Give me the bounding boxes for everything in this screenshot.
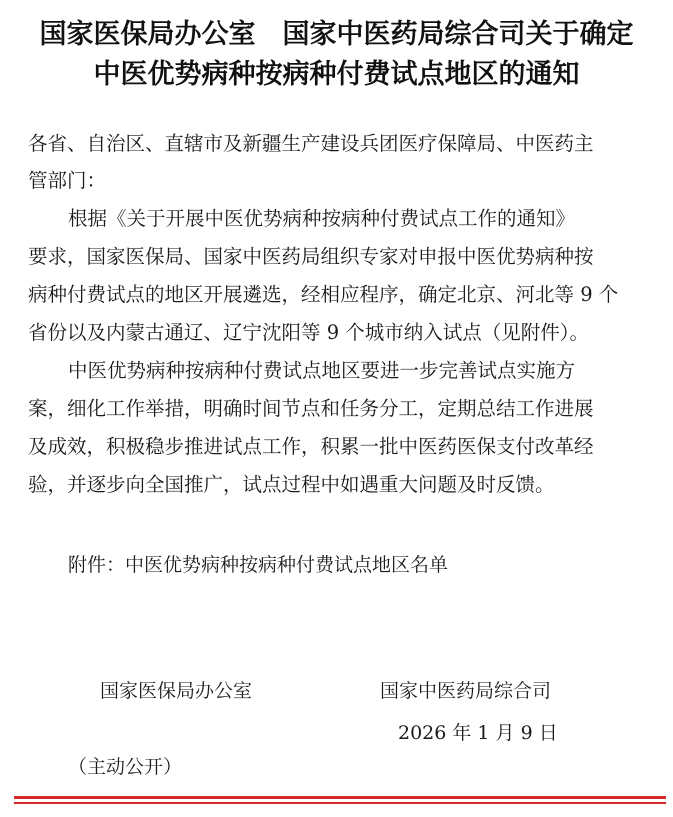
document-title-line-2: 中医优势病种按病种付费试点地区的通知: [93, 59, 580, 90]
issue-date: 2026 年 1 月 9 日: [398, 722, 558, 744]
document-title-line-1: 国家医保局办公室 国家中医药局综合司关于确定: [39, 19, 634, 50]
footer-red-rule-thick: [14, 796, 666, 799]
attachment-label: 附件：中医优势病种按病种付费试点地区名单: [68, 554, 449, 576]
paragraph-1-line-1: 根据《关于开展中医优势病种按病种付费试点工作的通知》: [68, 207, 576, 230]
paragraph-1-line-4: 省份以及内蒙古通辽、辽宁沈阳等 9 个城市纳入试点（见附件）。: [28, 321, 590, 344]
paragraph-2-line-1: 中医优势病种按病种付费试点地区要进一步完善试点实施方: [68, 359, 576, 382]
paragraph-1-line-3: 病种付费试点的地区开展遴选，经相应程序，确定北京、河北等 9 个: [28, 283, 619, 306]
issuer-1: 国家医保局办公室: [100, 680, 253, 702]
paragraph-2-line-3: 及成效，积极稳步推进试点工作，积累一批中医药医保支付改革经: [28, 435, 594, 458]
addressee-line-2: 管部门：: [28, 169, 107, 192]
addressee-line-1: 各省、自治区、直辖市及新疆生产建设兵团医疗保障局、中医药主: [28, 132, 594, 155]
footer-red-rule-thin: [14, 802, 666, 804]
paragraph-2-line-4: 验，并逐步向全国推广，试点过程中如遇重大问题及时反馈。: [28, 473, 555, 496]
disclosure-label: （主动公开）: [68, 756, 183, 778]
issuer-2: 国家中医药局综合司: [380, 680, 552, 702]
paragraph-2-line-2: 案，细化工作举措，明确时间节点和任务分工，定期总结工作进展: [28, 397, 594, 420]
paragraph-1-line-2: 要求，国家医保局、国家中医药局组织专家对申报中医优势病种按: [28, 245, 594, 268]
